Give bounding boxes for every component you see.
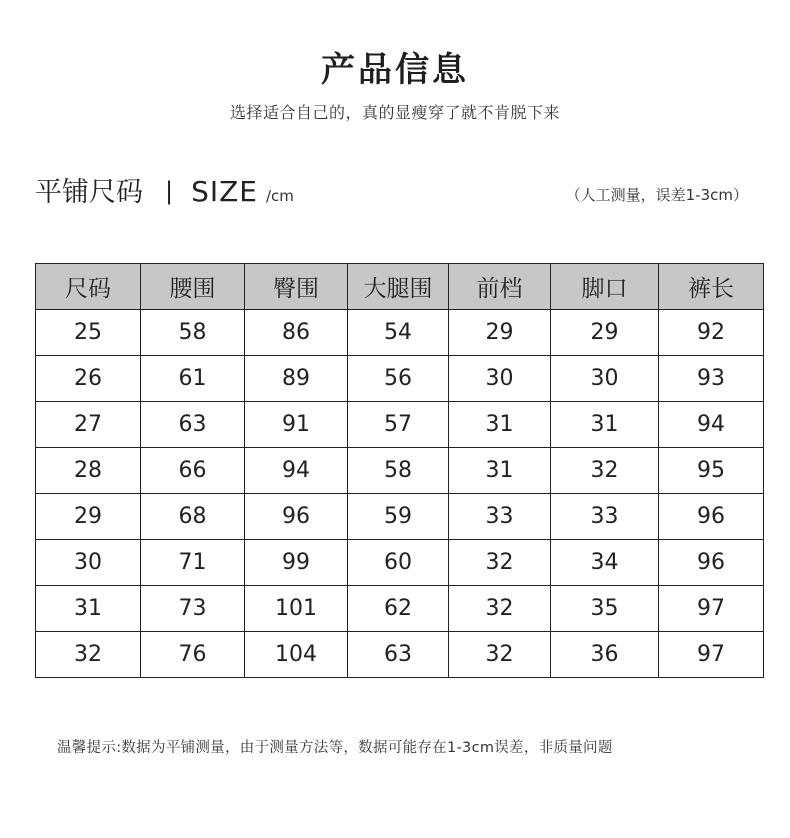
table-cell: 31: [36, 586, 141, 632]
table-cell: 32: [36, 632, 141, 678]
header-leg-opening: 脚口: [551, 264, 659, 310]
table-cell: 29: [36, 494, 141, 540]
size-heading-size-word: SIZE: [191, 175, 258, 208]
header-size: 尺码: [36, 264, 141, 310]
table-cell: 101: [245, 586, 348, 632]
table-cell: 35: [551, 586, 659, 632]
size-heading: [35, 170, 294, 210]
table-cell: 57: [348, 402, 449, 448]
table-cell: 34: [551, 540, 659, 586]
header-hip: 臀围: [245, 264, 348, 310]
table-row: [36, 448, 764, 494]
table-cell: 73: [141, 586, 245, 632]
table-cell: 96: [659, 540, 764, 586]
table-cell: 30: [36, 540, 141, 586]
table-header-row: [36, 264, 764, 310]
header-front-rise: 前档: [449, 264, 551, 310]
table-cell: 29: [551, 310, 659, 356]
table-cell: 54: [348, 310, 449, 356]
table-cell: 92: [659, 310, 764, 356]
table-cell: 61: [141, 356, 245, 402]
table-cell: 31: [551, 402, 659, 448]
table-cell: 33: [551, 494, 659, 540]
table-cell: 94: [659, 402, 764, 448]
table-cell: 71: [141, 540, 245, 586]
table-row: [36, 632, 764, 678]
table-cell: 26: [36, 356, 141, 402]
table-cell: 31: [449, 402, 551, 448]
table-cell: 32: [551, 448, 659, 494]
table-cell: 96: [245, 494, 348, 540]
table-cell: 32: [449, 586, 551, 632]
table-row: [36, 586, 764, 632]
table-cell: 32: [449, 632, 551, 678]
measurement-note: （人工测量，误差1-3cm）: [565, 186, 748, 204]
size-heading-unit: /cm: [266, 187, 294, 205]
table-cell: 93: [659, 356, 764, 402]
table-cell: 94: [245, 448, 348, 494]
header-waist: 腰围: [141, 264, 245, 310]
table-cell: 63: [141, 402, 245, 448]
table-cell: 31: [449, 448, 551, 494]
page-title: 产品信息: [321, 50, 469, 90]
header-thigh: 大腿围: [348, 264, 449, 310]
page-subtitle: 选择适合自己的，真的显瘦穿了就不肯脱下来: [229, 103, 560, 122]
table-row: [36, 310, 764, 356]
header-length: 裤长: [659, 264, 764, 310]
size-heading-separator: |: [165, 177, 174, 205]
table-cell: 96: [659, 494, 764, 540]
table-cell: 62: [348, 586, 449, 632]
table-cell: 58: [141, 310, 245, 356]
table-cell: 25: [36, 310, 141, 356]
table-cell: 66: [141, 448, 245, 494]
size-table: [35, 263, 764, 678]
table-cell: 68: [141, 494, 245, 540]
table-cell: 89: [245, 356, 348, 402]
table-cell: 97: [659, 632, 764, 678]
table-row: [36, 494, 764, 540]
table-cell: 76: [141, 632, 245, 678]
table-cell: 30: [449, 356, 551, 402]
table-cell: 95: [659, 448, 764, 494]
table-cell: 59: [348, 494, 449, 540]
size-heading-label: 平铺尺码: [35, 177, 143, 208]
footer-tip: 温馨提示:数据为平铺测量，由于测量方法等，数据可能存在1-3cm误差，非质量问题: [57, 740, 613, 756]
table-cell: 104: [245, 632, 348, 678]
table-cell: 56: [348, 356, 449, 402]
table-cell: 36: [551, 632, 659, 678]
table-cell: 97: [659, 586, 764, 632]
table-cell: 27: [36, 402, 141, 448]
table-cell: 30: [551, 356, 659, 402]
table-cell: 86: [245, 310, 348, 356]
table-cell: 28: [36, 448, 141, 494]
table-row: [36, 402, 764, 448]
table-cell: 99: [245, 540, 348, 586]
table-cell: 58: [348, 448, 449, 494]
table-cell: 32: [449, 540, 551, 586]
table-row: [36, 356, 764, 402]
table-cell: 63: [348, 632, 449, 678]
table-row: [36, 540, 764, 586]
table-cell: 60: [348, 540, 449, 586]
table-cell: 29: [449, 310, 551, 356]
table-cell: 91: [245, 402, 348, 448]
table-cell: 33: [449, 494, 551, 540]
